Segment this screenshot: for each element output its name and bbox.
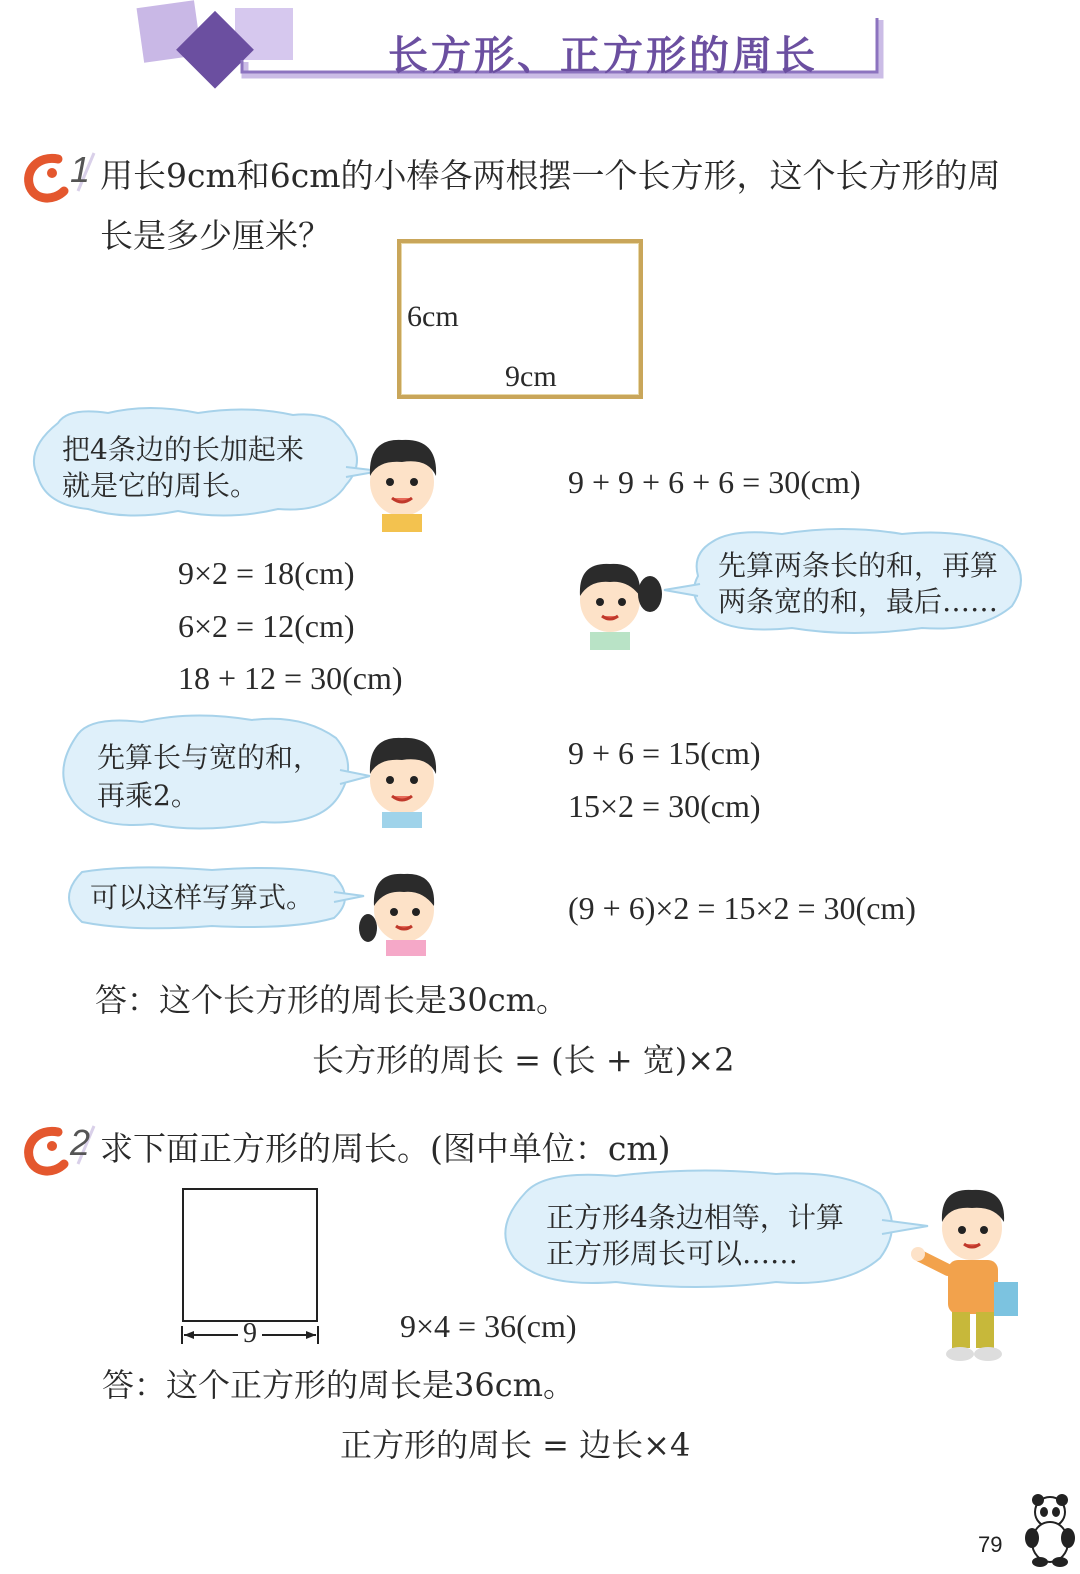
page-number: 79 <box>978 1532 1003 1557</box>
panda-icon <box>1020 1492 1078 1568</box>
problem-2-question: 求下面正方形的周长。(图中单位：cm) <box>100 1129 671 1168</box>
speech-bubble-1-line2: 就是它的周长。 <box>62 469 259 502</box>
problem-2-answer: 答：这个正方形的周长是36cm。 <box>102 1366 575 1404</box>
speech-bubble-2-line1: 先算两条长的和，再算 <box>718 549 999 582</box>
speech-bubble-5-line2: 正方形周长可以…… <box>546 1237 799 1270</box>
square-side-label: 9 <box>243 1318 257 1349</box>
speech-bubble-1-line1: 把4条边的长加起来 <box>62 433 304 466</box>
method-3-equation-1: 9 + 6 = 15(cm) <box>568 735 761 771</box>
method-2-equation-2: 6×2 = 12(cm) <box>178 608 355 644</box>
method-2-equation-1: 9×2 = 18(cm) <box>178 555 355 591</box>
header-banner <box>130 0 890 95</box>
speech-bubble-3-line2: 再乘2。 <box>97 779 199 812</box>
problem-2-badge <box>18 1118 100 1178</box>
rectangle-width-label: 6cm <box>407 300 459 333</box>
boy-avatar-2 <box>362 732 440 828</box>
speech-bubble-4-line1: 可以这样写算式。 <box>90 881 315 914</box>
girl-avatar-2 <box>358 866 444 956</box>
speech-bubble-2-line2: 两条宽的和，最后…… <box>718 585 999 618</box>
girl-avatar-1 <box>566 550 662 650</box>
boy-standing-figure <box>910 1186 1030 1366</box>
boy-avatar-1 <box>362 432 440 532</box>
method-4-equation: (9 + 6)×2 = 15×2 = 30(cm) <box>568 890 916 926</box>
square-equation: 9×4 = 36(cm) <box>400 1308 577 1344</box>
problem-1-badge <box>18 145 100 205</box>
speech-bubble-3-line1: 先算长与宽的和， <box>97 741 322 774</box>
square-perimeter-formula: 正方形的周长 = 边长×4 <box>340 1426 691 1464</box>
method-3-equation-2: 15×2 = 30(cm) <box>568 788 761 824</box>
method-2-equation-3: 18 + 12 = 30(cm) <box>178 660 403 696</box>
page-title: 长方形、正方形的周长 <box>388 32 818 79</box>
rectangle-perimeter-formula: 长方形的周长 = (长 + 宽)×2 <box>312 1041 735 1079</box>
problem-1-answer: 答：这个长方形的周长是30cm。 <box>95 981 568 1019</box>
problem-1-question-line1: 用长9cm和6cm的小棒各两根摆一个长方形，这个长方形的周 <box>100 156 1001 195</box>
square-figure <box>182 1188 318 1322</box>
problem-1-question-line2: 长是多少厘米？ <box>100 216 331 255</box>
method-1-equation: 9 + 9 + 6 + 6 = 30(cm) <box>568 464 861 500</box>
problem-2-number: 2 <box>70 1122 91 1163</box>
problem-1-number: 1 <box>70 149 91 190</box>
speech-bubble-5-line1: 正方形4条边相等，计算 <box>546 1201 844 1234</box>
rectangle-length-label: 9cm <box>505 360 557 393</box>
